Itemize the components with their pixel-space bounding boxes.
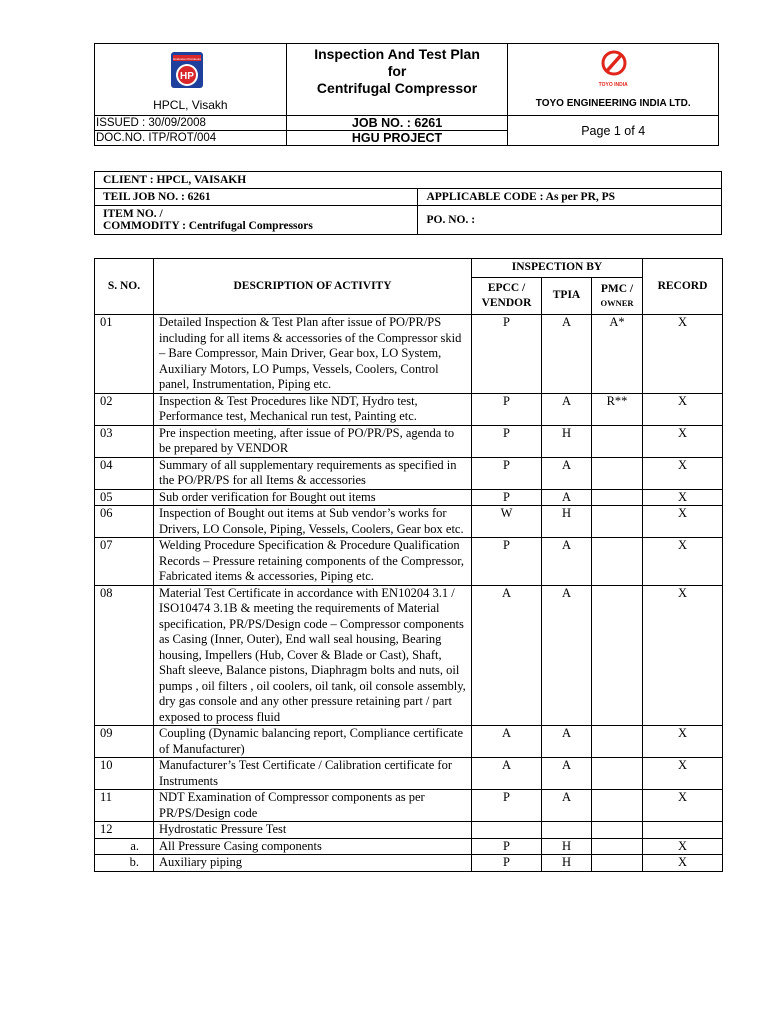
row-sno: 03 (95, 425, 154, 457)
row-record: X (643, 726, 723, 758)
row-record: X (643, 489, 723, 506)
row-record: X (643, 790, 723, 822)
row-record: X (643, 393, 723, 425)
row-epcc-vendor: P (472, 790, 542, 822)
table-row (95, 457, 723, 489)
row-description: Auxiliary piping (154, 855, 472, 872)
row-epcc-vendor: P (472, 855, 542, 872)
row-description: Inspection of Bought out items at Sub vendor’s works for Drivers, LO Console, Piping, Vessels, Coolers, Gear box etc. (154, 506, 472, 538)
row-epcc-vendor: A (472, 585, 542, 726)
issued-date: ISSUED : 30/09/2008 (95, 116, 287, 131)
table-row (95, 393, 723, 425)
row-epcc-vendor: P (472, 425, 542, 457)
row-description: Manufacturer’s Test Certificate / Calibration certificate for Instruments (154, 758, 472, 790)
row-record: X (643, 457, 723, 489)
table-row (95, 315, 723, 394)
row-record: X (643, 506, 723, 538)
header-inspection-by: INSPECTION BY (472, 259, 643, 278)
table-row (95, 822, 723, 839)
row-pmc-owner (592, 758, 643, 790)
row-pmc-owner (592, 822, 643, 839)
row-epcc-vendor: A (472, 726, 542, 758)
job-number: JOB NO. : 6261 (286, 116, 508, 131)
row-description: Pre inspection meeting, after issue of PO/PR/PS, agenda to be prepared by VENDOR (154, 425, 472, 457)
hp-logo-icon (169, 50, 205, 90)
row-pmc-owner (592, 489, 643, 506)
row-epcc-vendor: P (472, 838, 542, 855)
contractor-logo-cell (508, 44, 719, 116)
row-tpia: H (542, 855, 592, 872)
row-pmc-owner (592, 506, 643, 538)
row-pmc-owner (592, 838, 643, 855)
table-row (95, 538, 723, 586)
row-record: X (643, 758, 723, 790)
header-epcc: EPCC / (487, 282, 526, 294)
client-logo-cell (95, 44, 287, 116)
row-description: Coupling (Dynamic balancing report, Compliance certificate of Manufacturer) (154, 726, 472, 758)
client-company-name: HPCL, Visakh (153, 98, 228, 112)
row-sno: 01 (95, 315, 154, 394)
row-record (643, 822, 723, 839)
row-epcc-vendor: P (472, 315, 542, 394)
title-line-2: for (387, 63, 407, 79)
row-record: X (643, 838, 723, 855)
row-tpia: A (542, 585, 592, 726)
row-pmc-owner (592, 585, 643, 726)
applicable-code-field: APPLICABLE CODE : As per PR, PS (418, 189, 722, 206)
row-pmc-owner: A* (592, 315, 643, 394)
table-row (95, 838, 723, 855)
row-sno: 08 (95, 585, 154, 726)
header-epcc-vendor (472, 278, 542, 315)
client-info-table (94, 171, 722, 235)
document-title (286, 44, 508, 116)
row-description: Detailed Inspection & Test Plan after issue of PO/PR/PS including for all items & accessories of the Compressor skid – Bare Compressor, Main Driver, Gear box, LO System, Auxiliary Motors, LO Pumps, Vessels, Coolers, Control panel, Instrumentation, Piping etc. (154, 315, 472, 394)
row-tpia: A (542, 790, 592, 822)
row-description: Material Test Certificate in accordance with EN10204 3.1 / ISO10474 3.1B & meeting the requirements of Material specification, PR/PS/Design code – Compressor components as Casing (Inner, Outer), End wall seal housing, Bearing housing, Impellers (Hub, Cover & Blade or Cast), Shaft, Shaft sleeve, Balance pistons, Diaphragm bolts and nuts, oil pumps , oil filters , oil coolers, oil tank, oil console assembly, dry gas console and any other pressure retaining part / part exposed to process fluid (154, 585, 472, 726)
row-sno: 06 (95, 506, 154, 538)
header-tpia: TPIA (542, 278, 592, 315)
row-sno: 09 (95, 726, 154, 758)
header-owner: OWNER (600, 298, 634, 308)
inspection-table (94, 258, 723, 872)
row-pmc-owner (592, 457, 643, 489)
row-tpia: H (542, 425, 592, 457)
table-row (95, 585, 723, 726)
row-tpia: H (542, 838, 592, 855)
row-epcc-vendor: P (472, 457, 542, 489)
document-number: DOC.NO. ITP/ROT/004 (95, 131, 287, 146)
row-description: Hydrostatic Pressure Test (154, 822, 472, 839)
row-record: X (643, 425, 723, 457)
row-sno: 02 (95, 393, 154, 425)
header-pmc: PMC / (600, 283, 634, 295)
project-name: HGU PROJECT (286, 131, 508, 146)
header-pmc-owner (592, 278, 643, 315)
row-sno: 07 (95, 538, 154, 586)
row-sno: 10 (95, 758, 154, 790)
row-epcc-vendor: A (472, 758, 542, 790)
table-row (95, 506, 723, 538)
row-sno: 04 (95, 457, 154, 489)
row-record: X (643, 538, 723, 586)
row-epcc-vendor (472, 822, 542, 839)
row-pmc-owner (592, 726, 643, 758)
header-description: DESCRIPTION OF ACTIVITY (154, 259, 472, 315)
commodity-label: COMMODITY : Centrifugal Compressors (103, 220, 313, 232)
row-tpia: A (542, 538, 592, 586)
row-tpia: A (542, 457, 592, 489)
row-sno: b. (95, 855, 154, 872)
row-pmc-owner (592, 855, 643, 872)
row-epcc-vendor: P (472, 393, 542, 425)
row-record: X (643, 315, 723, 394)
row-tpia (542, 822, 592, 839)
po-number-field: PO. NO. : (418, 206, 722, 235)
row-description: Welding Procedure Specification & Procedure Qualification Records – Pressure retaining components of the Compressor, Fabricated items & accessories, Piping etc. (154, 538, 472, 586)
header-vendor: VENDOR (481, 297, 532, 309)
header-sno: S. NO. (95, 259, 154, 315)
row-sno: 11 (95, 790, 154, 822)
row-description: NDT Examination of Compressor components as per PR/PS/Design code (154, 790, 472, 822)
row-tpia: A (542, 758, 592, 790)
row-description: Summary of all supplementary requirements as specified in the PO/PR/PS for all Items & accessories (154, 457, 472, 489)
toyo-logo-icon (600, 50, 628, 80)
row-sno: 12 (95, 822, 154, 839)
row-epcc-vendor: W (472, 506, 542, 538)
table-row (95, 489, 723, 506)
row-record: X (643, 855, 723, 872)
contractor-company-name: TOYO ENGINEERING INDIA LTD. (535, 98, 691, 109)
row-pmc-owner (592, 425, 643, 457)
row-description: Sub order verification for Bought out items (154, 489, 472, 506)
table-row (95, 726, 723, 758)
row-sno: a. (95, 838, 154, 855)
row-record: X (643, 585, 723, 726)
row-description: Inspection & Test Procedures like NDT, Hydro test, Performance test, Mechanical run test, Painting etc. (154, 393, 472, 425)
row-description: All Pressure Casing components (154, 838, 472, 855)
row-pmc-owner: R** (592, 393, 643, 425)
hp-logo-text: HP (180, 71, 194, 82)
row-tpia: A (542, 393, 592, 425)
item-commodity-field (95, 206, 418, 235)
row-sno: 05 (95, 489, 154, 506)
item-no-label: ITEM NO. / (103, 208, 163, 220)
row-pmc-owner (592, 538, 643, 586)
row-tpia: A (542, 726, 592, 758)
table-row (95, 855, 723, 872)
toyo-logo-label: TOYO INDIA (598, 82, 628, 88)
table-row (95, 790, 723, 822)
table-row (95, 758, 723, 790)
title-line-3: Centrifugal Compressor (316, 80, 478, 96)
table-row (95, 425, 723, 457)
row-epcc-vendor: P (472, 538, 542, 586)
row-epcc-vendor: P (472, 489, 542, 506)
row-tpia: A (542, 315, 592, 394)
title-line-1: Inspection And Test Plan (314, 46, 480, 62)
teil-job-field: TEIL JOB NO. : 6261 (95, 189, 418, 206)
document-header (94, 43, 719, 146)
header-record: RECORD (643, 259, 723, 315)
row-tpia: A (542, 489, 592, 506)
client-field: CLIENT : HPCL, VAISAKH (95, 172, 722, 189)
hp-logo-banner: Hindustan Petroleum (172, 57, 202, 61)
row-tpia: H (542, 506, 592, 538)
page-number: Page 1 of 4 (508, 116, 719, 146)
row-pmc-owner (592, 790, 643, 822)
